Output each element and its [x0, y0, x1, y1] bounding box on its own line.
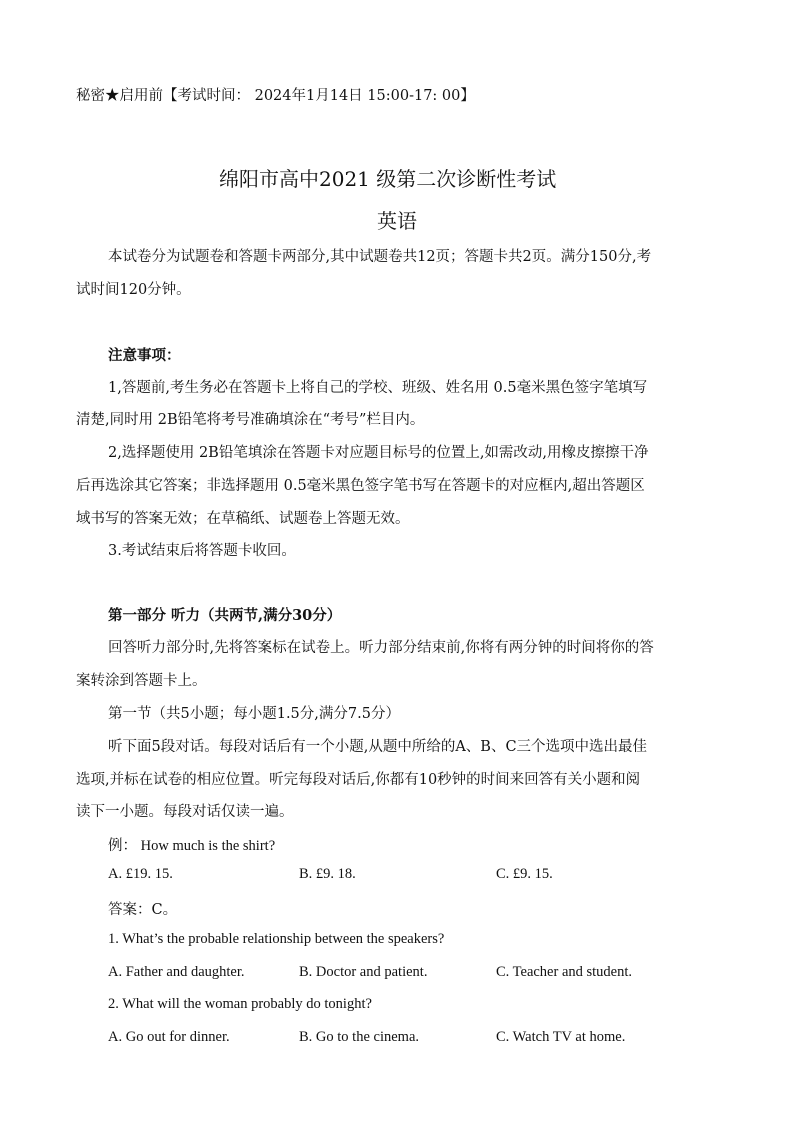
- question-2: 2. What will the woman probably do tonight?: [108, 996, 372, 1012]
- notes-heading: 注意事项：: [108, 347, 181, 364]
- part1-heading: 第一部分 听力（共两节,满分30分）: [108, 607, 342, 624]
- subject-title: 英语: [377, 209, 417, 233]
- question-2-option-a: A. Go out for dinner.: [108, 1029, 230, 1045]
- question-1-option-a: A. Father and daughter.: [108, 964, 245, 980]
- note-1-line-2: 清楚,同时用 2B铅笔将考号准确填涂在“考号”栏目内。: [76, 412, 425, 428]
- part1-desc-line-2: 案转涂到答题卡上。: [76, 673, 207, 689]
- note-2-line-3: 域书写的答案无效；在草稿纸、试题卷上答题无效。: [76, 511, 410, 527]
- example-option-a: A. £19. 15.: [108, 866, 173, 882]
- note-1-line-1: 1,答题前,考生务必在答题卡上将自己的学校、班级、姓名用 0.5毫米黑色签字笔填写: [108, 380, 648, 396]
- question-1: 1. What’s the probable relationship between the speakers?: [108, 931, 445, 947]
- exam-title: 绵阳市高中2021 级第二次诊断性考试: [219, 167, 557, 191]
- intro-line-2: 试时间120分钟。: [76, 282, 191, 298]
- note-3: 3.考试结束后将答题卡收回。: [108, 543, 296, 559]
- example-answer: 答案：C。: [108, 902, 178, 918]
- section1-heading: 第一节（共5小题；每小题1.5分,满分7.5分）: [108, 706, 400, 722]
- instructions-line-3: 读下一小题。每段对话仅读一遍。: [76, 804, 294, 820]
- example-question: 例： How much is the shirt?: [108, 838, 276, 854]
- intro-line-1: 本试卷分为试题卷和答题卡两部分,其中试题卷共12页；答题卡共2页。满分150分,考: [108, 249, 652, 265]
- example-option-c: C. £9. 15.: [496, 866, 553, 882]
- example-option-b: B. £9. 18.: [299, 866, 356, 882]
- instructions-line-2: 选项,并标在试卷的相应位置。听完每段对话后,你都有10秒钟的时间来回答有关小题和阅: [76, 772, 641, 788]
- confidential-header: 秘密★启用前【考试时间： 2024年1月14日 15:00-17: 00】: [76, 88, 475, 104]
- question-2-option-b: B. Go to the cinema.: [299, 1029, 420, 1045]
- note-2-line-2: 后再选涂其它答案；非选择题用 0.5毫米黑色签字笔书写在答题卡的对应框内,超出答题区: [76, 478, 645, 494]
- question-1-option-b: B. Doctor and patient.: [299, 964, 428, 980]
- instructions-line-1: 听下面5段对话。每段对话后有一个小题,从题中所给的A、B、C三个选项中选出最佳: [108, 739, 648, 755]
- part1-desc-line-1: 回答听力部分时,先将答案标在试卷上。听力部分结束前,你将有两分钟的时间将你的答: [108, 640, 654, 656]
- note-2-line-1: 2,选择题使用 2B铅笔填涂在答题卡对应题目标号的位置上,如需改动,用橡皮擦擦干净: [108, 445, 649, 461]
- question-1-option-c: C. Teacher and student.: [496, 964, 633, 980]
- question-2-option-c: C. Watch TV at home.: [496, 1029, 626, 1045]
